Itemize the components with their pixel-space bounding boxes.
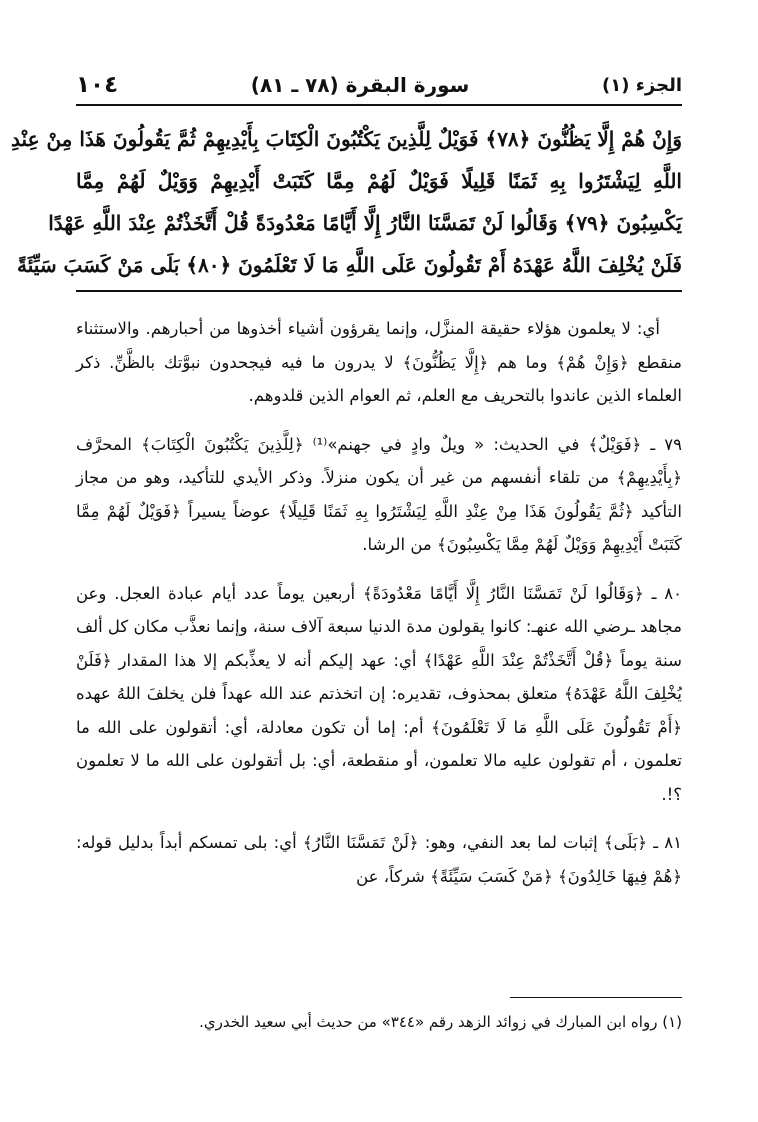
footnote-divider <box>510 997 682 998</box>
verse-line: يَكْسِبُونَ ﴿٧٩﴾ وَقَالُوا لَنْ تَمَسَّنَا النَّارُ إِلَّا أَيَّامًا مَعْدُودَةً قُلْ أَتَّخَذْتُمْ عِنْدَ اللَّهِ عَهْدًا <box>48 211 682 235</box>
surah-title: سورة البقرة (٧٨ ـ ٨١) <box>250 73 470 97</box>
verse-line: فَلَنْ يُخْلِفَ اللَّهُ عَهْدَهُ أَمْ تَقُولُونَ عَلَى اللَّهِ مَا لَا تَعْلَمُونَ ﴿٨٠﴾ بَلَى مَنْ كَسَبَ سَيِّئَةً <box>17 253 682 277</box>
header-rule <box>76 104 682 106</box>
page-number: ١٠٤ <box>76 72 119 98</box>
juz-label: الجزء (١) <box>601 74 682 96</box>
verse-line: وَإِنْ هُمْ إِلَّا يَظُنُّونَ ﴿٧٨﴾ فَوَيْلٌ لِلَّذِينَ يَكْتُبُونَ الْكِتَابَ بِأَيْدِيهِمْ ثُمَّ يَقُولُونَ هَذَا مِنْ عِنْدِ <box>11 127 682 151</box>
commentary-paragraph: ٧٩ ـ ﴿فَوَيْلٌ﴾ في الحديث: « ويلٌ وادٍ في جهنم»⁽¹⁾ ﴿لِلَّذِينَ يَكْتُبُونَ الْكِتَابَ﴾ المحرَّف ﴿بِأَيْدِيهِمْ﴾ من تلقاء أنفسهم من غير أن يكون منزلاً. وذكر الأيدي للتأكيد، وهو من مجاز التأكيد ﴿ثُمَّ يَقُولُونَ هَذَا مِنْ عِنْدِ اللَّهِ لِيَشْتَرُوا بِهِ ثَمَنًا قَلِيلًا﴾ عوضاً يسيراً ﴿فَوَيْلٌ لَهُمْ مِمَّا كَتَبَتْ أَيْدِيهِمْ وَوَيْلٌ لَهُمْ مِمَّا يَكْسِبُونَ﴾ من الرشا. <box>76 434 682 554</box>
verse-line: اللَّهِ لِيَشْتَرُوا بِهِ ثَمَنًا قَلِيلًا فَوَيْلٌ لَهُمْ مِمَّا كَتَبَتْ أَيْدِيهِمْ وَوَيْلٌ لَهُمْ مِمَّا <box>76 169 682 193</box>
commentary-body <box>76 312 682 908</box>
commentary-paragraph: ٨٠ ـ ﴿وَقَالُوا لَنْ تَمَسَّنَا النَّارُ إِلَّا أَيَّامًا مَعْدُودَةً﴾ أربعين يوماً عدد أيام عبادة العجل. وعن مجاهد ـرضي الله عنهـ: كانوا يقولون مدة الدنيا سبعة آلاف سنة، وإنما نعذَّب مكان كل ألف سنة يوماً ﴿قُلْ أَتَّخَذْتُمْ عِنْدَ اللَّهِ عَهْدًا﴾ أي: عهد إليكم أنه لا يعذِّبكم إلا هذا المقدار ﴿فَلَنْ يُخْلِفَ اللَّهُ عَهْدَهُ﴾ متعلق بمحذوف، تقديره: إن اتخذتم عند الله عهداً فلن يخلفَ اللهُ عهده ﴿أَمْ تَقُولُونَ عَلَى اللَّهِ مَا لَا تَعْلَمُونَ﴾ أم: إما أن تكون معادلة، أي: أتقولون على الله ما تعلمون ، أم تقولون عليه مالا تعلمون، أو منقطعة، أي: بل أتقولون على الله ما لا تعلمون ؟!. <box>75 583 682 804</box>
quran-verses-block <box>11 118 682 286</box>
verses-rule <box>76 290 682 292</box>
footnote: (١) رواه ابن المبارك في زوائد الزهد رقم «٣٤٤» من حديث أبي سعيد الخدري. <box>199 1013 682 1031</box>
page-header <box>76 70 682 100</box>
commentary-paragraph: أي: لا يعلمون هؤلاء حقيقة المنزَّل، وإنما يقرؤون أشياء أخذوها من أحبارهم. والاستثناء منقطع ﴿وَإِنْ هُمْ﴾ وما هم ﴿إِلَّا يَظُنُّونَ﴾ لا يدرون ما فيه فيجحدون نبوَّتك بالظَّنِّ. ذكر العلماء الذين عاندوا بالتحريف مع العلم، ثم العوام الذين قلدوهم. <box>76 319 682 405</box>
commentary-paragraph: ٨١ ـ ﴿بَلَى﴾ إثبات لما بعد النفي، وهو: ﴿لَنْ تَمَسَّنَا النَّارُ﴾ أي: بلى تمسكم أبداً بدليل قوله: ﴿هُمْ فِيهَا خَالِدُونَ﴾ ﴿مَنْ كَسَبَ سَيِّئَةً﴾ شركاً، عن <box>76 833 682 886</box>
